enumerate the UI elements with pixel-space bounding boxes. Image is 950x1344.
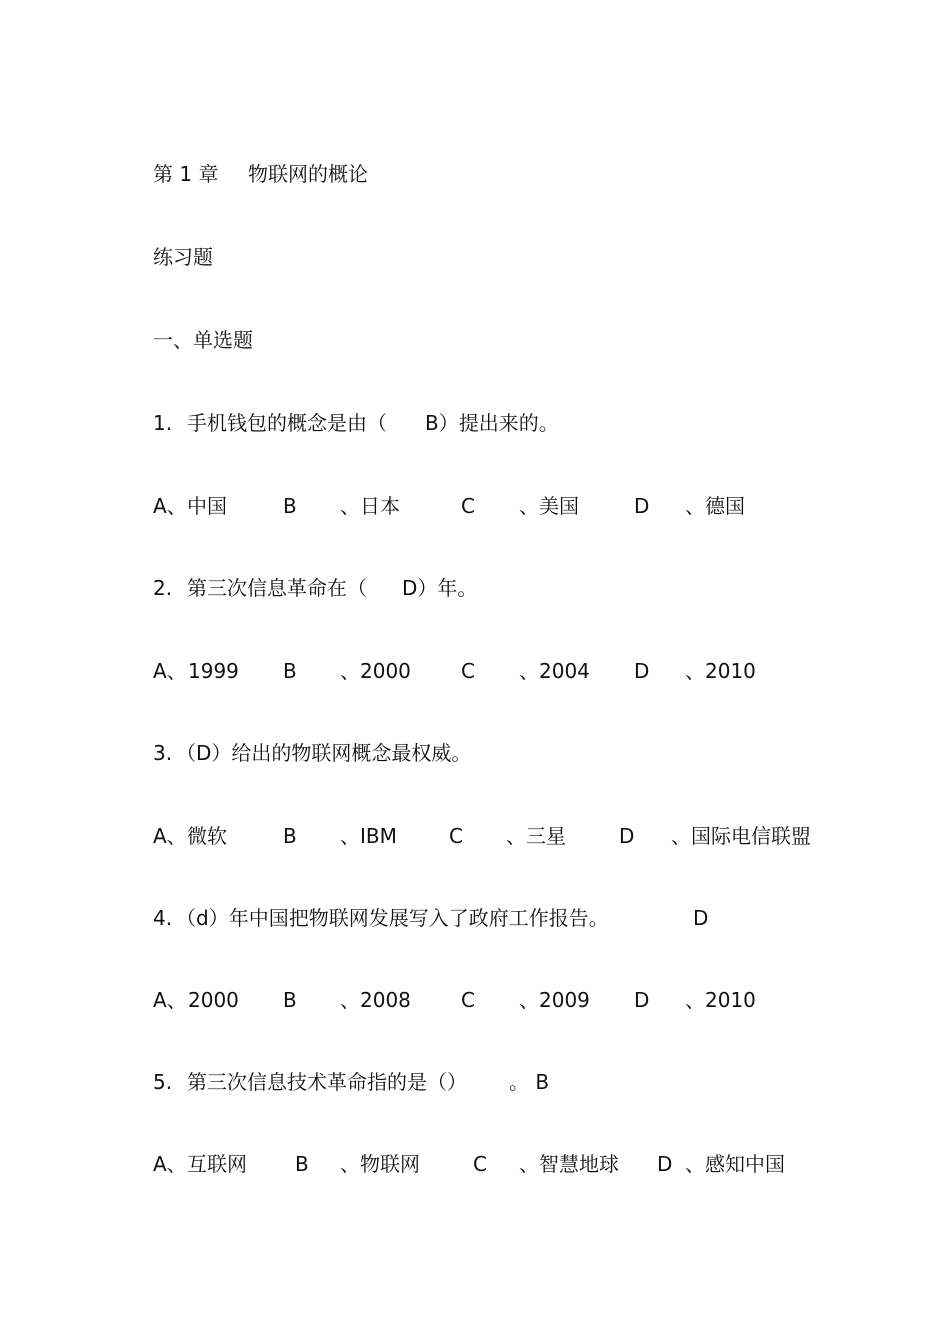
option-letter: C xyxy=(449,824,463,848)
option-text: 、物联网 xyxy=(340,1152,420,1176)
option-text: 、2004 xyxy=(519,659,590,683)
option-text: 微软 xyxy=(187,824,227,848)
chapter-title: 物联网的概论 xyxy=(248,162,368,186)
question-text: 手机钱包的概念是由（ xyxy=(187,411,387,435)
option-letter: B xyxy=(295,1152,309,1176)
option-text: 、日本 xyxy=(340,494,400,518)
question-text: 第三次信息革命在（ xyxy=(187,576,367,600)
question-number: 3. xyxy=(153,741,173,765)
chapter-number: 第 1 章 xyxy=(153,162,219,186)
option-text: 、国际电信联盟 xyxy=(671,824,811,848)
option-letter: B xyxy=(283,494,297,518)
question-number: 5. xyxy=(153,1070,173,1094)
option-text: 、智慧地球 xyxy=(519,1152,619,1176)
option-letter: C xyxy=(461,494,475,518)
option-letter: D xyxy=(619,824,635,848)
option-letter: C xyxy=(461,988,475,1012)
option-text: 、德国 xyxy=(685,494,745,518)
option-letter: D xyxy=(657,1152,673,1176)
option-letter: A、 xyxy=(153,659,187,683)
option-text: 、2010 xyxy=(685,988,756,1012)
option-text: 、三星 xyxy=(506,824,566,848)
option-text: 、2010 xyxy=(685,659,756,683)
question-number: 2. xyxy=(153,576,173,600)
option-letter: A、 xyxy=(153,494,187,518)
option-text: 、2009 xyxy=(519,988,590,1012)
option-text: 1999 xyxy=(188,659,239,683)
option-letter: D xyxy=(634,988,650,1012)
question-text: （D）给出的物联网概念最权威。 xyxy=(176,741,472,765)
question-number: 4. xyxy=(153,906,173,930)
option-text: 2000 xyxy=(188,988,239,1012)
option-letter: D xyxy=(634,659,650,683)
question-text: 第三次信息技术革命指的是（） xyxy=(187,1070,467,1094)
question-answer: 。 B xyxy=(509,1070,550,1094)
option-letter: C xyxy=(461,659,475,683)
option-text: 、IBM xyxy=(340,824,397,848)
option-letter: D xyxy=(634,494,650,518)
option-letter: A、 xyxy=(153,1152,187,1176)
option-text: 、美国 xyxy=(519,494,579,518)
option-letter: B xyxy=(283,988,297,1012)
option-text: 互联网 xyxy=(187,1152,247,1176)
option-letter: A、 xyxy=(153,988,187,1012)
question-answer: D）年。 xyxy=(402,576,478,600)
option-letter: A、 xyxy=(153,824,187,848)
option-letter: C xyxy=(473,1152,487,1176)
option-letter: B xyxy=(283,659,297,683)
question-answer: D xyxy=(693,906,709,930)
option-text: 、2000 xyxy=(340,659,411,683)
option-text: 、2008 xyxy=(340,988,411,1012)
option-letter: B xyxy=(283,824,297,848)
option-text: 中国 xyxy=(187,494,227,518)
question-answer: B）提出来的。 xyxy=(425,411,559,435)
question-text: （d）年中国把物联网发展写入了政府工作报告。 xyxy=(176,906,609,930)
option-text: 、感知中国 xyxy=(685,1152,785,1176)
question-number: 1. xyxy=(153,411,173,435)
